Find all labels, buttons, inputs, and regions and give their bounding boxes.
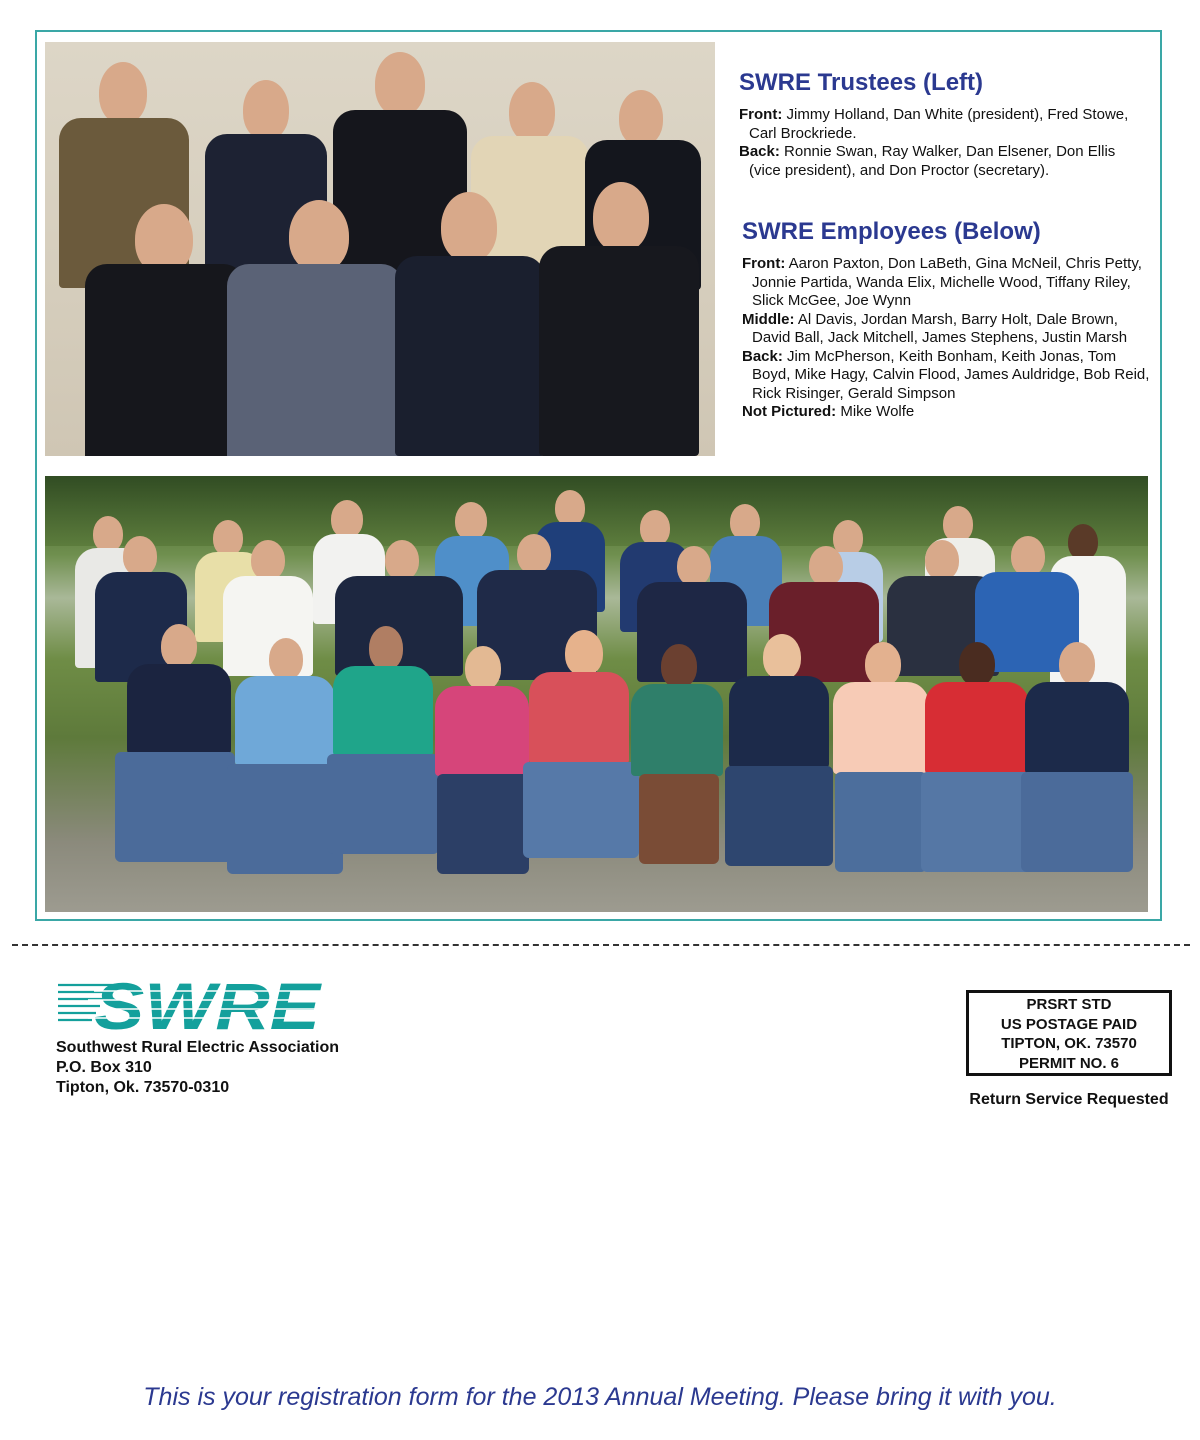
- tear-off-line: [12, 944, 1190, 946]
- postage-indicia: [966, 990, 1172, 1076]
- employees-heading: SWRE Employees (Below): [742, 218, 1041, 245]
- postage-line-4: PERMIT NO. 6: [1018, 1054, 1119, 1072]
- employees-back-row: [742, 348, 1154, 404]
- employees-caption: [742, 255, 1154, 422]
- trustees-back-row: [739, 143, 1149, 180]
- employees-front-names: Aaron Paxton, Don LaBeth, Gina McNeil, Chris Petty, Jonnie Partida, Wanda Elix, Michelle Wood, Tiffany Riley, Slick McGee, Joe Wynn: [752, 255, 1142, 309]
- po-box: P.O. Box 310: [56, 1059, 152, 1076]
- middle-label: Middle:: [742, 310, 795, 328]
- trustees-heading: SWRE Trustees (Left): [739, 69, 984, 96]
- not-pictured-label: Not Pictured:: [742, 403, 837, 420]
- front-label: Front:: [742, 255, 786, 272]
- employees-front-row: [742, 255, 1154, 311]
- employees-group-photo: [45, 476, 1148, 912]
- postage-line-3: TIPTON, OK. 73570: [1001, 1035, 1137, 1052]
- employees-middle-names: Al Davis, Jordan Marsh, Barry Holt, Dale Brown, David Ball, Jack Mitchell, James Stephens, Justin Marsh: [752, 310, 1128, 346]
- trustees-front-names: Jimmy Holland, Dan White (president), Fred Stowe, Carl Brockriede.: [749, 106, 1129, 142]
- swre-logo: [58, 976, 322, 1034]
- postage-line-1: PRSRT STD: [1026, 996, 1112, 1013]
- front-label: Front:: [739, 106, 783, 123]
- employees-not-pictured-row: [742, 403, 1154, 422]
- back-label: Back:: [739, 143, 780, 160]
- city-zip: Tipton, Ok. 73570-0310: [56, 1079, 230, 1096]
- employees-not-pictured-names: Mike Wolfe: [840, 403, 915, 420]
- employees-back-names: Jim McPherson, Keith Bonham, Keith Jonas, Tom Boyd, Mike Hagy, Calvin Flood, James Auldridge, Bob Reid, Rick Risinger, Gerald Simpson: [752, 347, 1150, 402]
- org-name: Southwest Rural Electric Association: [56, 1039, 340, 1056]
- postage-line-2: US POSTAGE PAID: [1000, 1015, 1138, 1033]
- trustees-front-row: [739, 106, 1149, 143]
- trustees-caption: [739, 106, 1149, 180]
- logo-text: SWRE: [94, 976, 322, 1034]
- employees-middle-row: [742, 311, 1154, 348]
- trustees-group-photo: [45, 42, 715, 456]
- return-address: [56, 1038, 339, 1098]
- return-service-requested: Return Service Requested: [969, 1091, 1169, 1108]
- registration-note: This is your registration form for the 2013 Annual Meeting. Please bring it with you.: [143, 1383, 1057, 1411]
- back-label: Back:: [742, 347, 783, 365]
- trustees-back-names: Ronnie Swan, Ray Walker, Dan Elsener, Don Ellis (vice president), and Don Proctor (secretary).: [749, 143, 1116, 179]
